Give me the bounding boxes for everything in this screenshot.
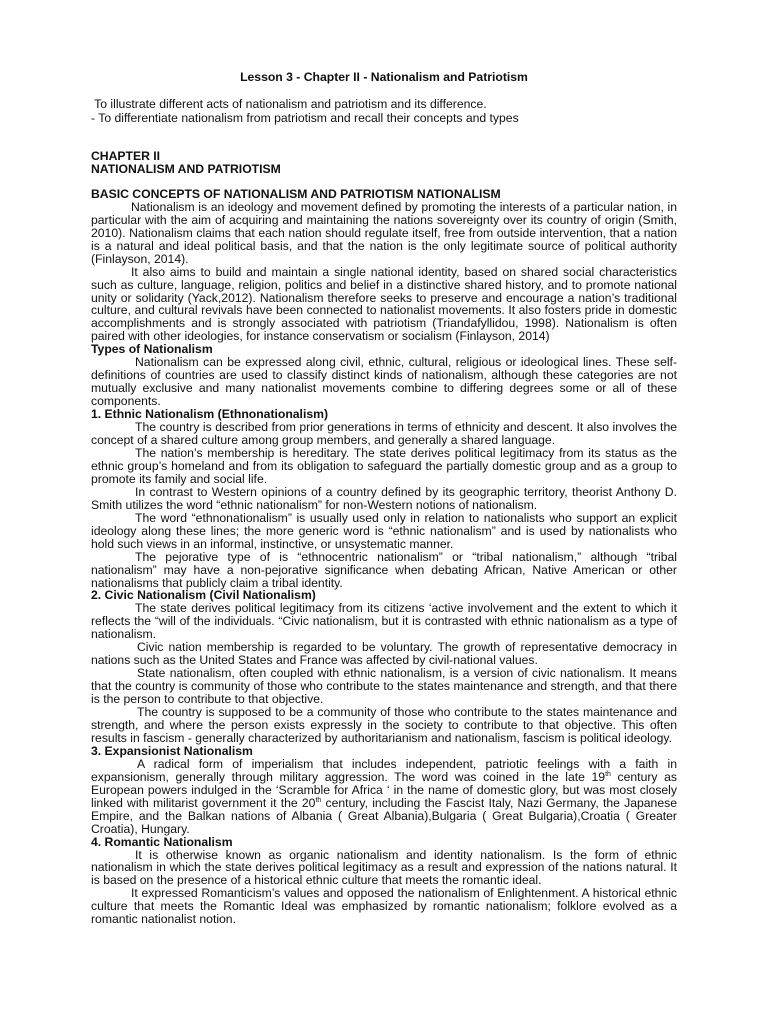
- paragraph: In contrast to Western opinions of a country defined by its geographic territory, theorist Anthony D. Smith utilizes the word “ethnic nationalism” for non-Western notions of nationalism.: [91, 484, 677, 512]
- ordinal-suffix: th: [605, 770, 611, 778]
- paragraph: It expressed Romanticism’s values and opposed the nationalism of Enlightenment. A historical ethnic culture that meets the Romantic Ideal was emphasized by romantic nationalism; folklore evolved as a romantic nationalist notion.: [91, 886, 677, 927]
- section-heading-basic-concepts: BASIC CONCEPTS OF NATIONALISM AND PATRIOTISM NATIONALISM: [91, 186, 501, 201]
- paragraph: Civic nation membership is regarded to be voluntary. The growth of representative democracy in nations such as the United States and France was affected by civil-national values.: [91, 640, 677, 668]
- objective-item: To illustrate different acts of nationalism and patriotism and its difference.: [91, 97, 487, 111]
- text-run: A radical form of imperialism that includes independent, patriotic feelings with a faith in expansionism, generally through military aggression. The word was coined in the late 19: [91, 756, 677, 784]
- page-title: Lesson 3 - Chapter II - Nationalism and Patriotism: [240, 70, 528, 84]
- paragraph: The word “ethnonationalism” is usually used only in relation to nationalists who support an explicit ideology along these lines; the more generic word is “ethnic nationalism” and is used by nationalists who hold such views in an informal, instinctive, or unsystematic manner.: [91, 510, 677, 551]
- paragraph: State nationalism, often coupled with ethnic nationalism, is a version of civic nationalism. It means that the country is community of those who contribute to the states maintenance and strength, and that there is the person to contribute to that objective.: [91, 666, 677, 707]
- text-run: century as European powers indulged in the ‘Scramble for Africa ‘ in the name of domestic glory, but was most closely linked with militarist government it the 20: [91, 769, 677, 810]
- section-heading-expansionist: 3. Expansionist Nationalism: [91, 743, 253, 758]
- paragraph: It also aims to build and maintain a single national identity, based on shared social characteristics such as culture, language, religion, politics and belief in a distinctive shared history, and to promote national unity or solidarity (Yack,2012). Nationalism therefore seeks to preserve and encourage a nation’s traditional culture, and cultural revivals have been connected to nationalist movements. It also fosters pride in domestic accomplishments and is strongly associated with patriotism (Triandafyllidou, 1998). Nationalism is often paired with other ideologies, for instance conservatism or socialism (Finlayson, 2014): [91, 264, 677, 344]
- section-heading-romantic: 4. Romantic Nationalism: [91, 834, 233, 849]
- objectives: [91, 98, 519, 126]
- ordinal-suffix: th: [315, 796, 322, 804]
- section-heading-civic: 2. Civic Nationalism (Civil Nationalism): [91, 588, 316, 603]
- paragraph: Nationalism can be expressed along civil, ethnic, cultural, religious or ideological lines. These self-definitions of countries are used to classify distinct kinds of nationalism, although these categories are not mutually exclusive and many nationalist movements combine to differing degrees some or all of these components.: [91, 355, 677, 409]
- paragraph: The country is described from prior generations in terms of ethnicity and descent. It also involves the concept of a shared culture among group members, and generally a shared language.: [91, 420, 677, 448]
- paragraph: [91, 758, 677, 836]
- paragraph: It is otherwise known as organic nationalism and identity nationalism. Is the form of ethnic nationalism in which the state derives political legitimacy as a result and expression of the nations natural. It is based on the presence of a historical ethnic culture that meets the romantic ideal.: [91, 847, 677, 888]
- chapter-label: CHAPTER II: [91, 149, 161, 163]
- paragraph: The nation’s membership is hereditary. The state derives political legitimacy from its status as the ethnic group’s homeland and from its obligation to safeguard the partially domestic group and as a group to promote its family and social life.: [91, 445, 677, 486]
- section-heading-types: Types of Nationalism: [91, 342, 213, 357]
- paragraph: The country is supposed to be a community of those who contribute to the states maintenance and strength, and where the person exists expressly in the society to contribute to that objective. This often results in fascism - generally characterized by authoritarianism and nationalism, fascism is political ideology.: [91, 705, 677, 745]
- objective-item: - To differentiate nationalism from patriotism and recall their concepts and types: [91, 110, 519, 125]
- paragraph: Nationalism is an ideology and movement defined by promoting the interests of a particular nation, in particular with the aim of acquiring and maintaining the nations sovereignty over its country of origin (Smith, 2010). Nationalism claims that each nation should regulate itself, free from outside intervention, that a nation is a natural and ideal political basis, and that the nation is the only legitimate source of political authority (Finlayson, 2014).: [91, 199, 677, 266]
- text-run: century, including the Fascist Italy, Nazi Germany, the Japanese Empire, and the Balkan nations of Albania ( Great Albania),Bulgaria ( Great Bulgaria),Croatia ( Greater Croatia), Hungary.: [91, 795, 677, 836]
- chapter-name: NATIONALISM AND PATRIOTISM: [91, 161, 281, 176]
- paragraph: The state derives political legitimacy from its citizens ‘active involvement and the extent to which it reflects the “will of the individuals. “Civic nationalism, but it is contrasted with ethnic nationalism as a type of nationalism.: [91, 601, 677, 642]
- paragraph: The pejorative type of is “ethnocentric nationalism” or “tribal nationalism,” although “tribal nationalism” may have a non-pejorative significance when debating African, Native American or other nationalisms that publicly claim a tribal identity.: [91, 549, 677, 590]
- document-body: [91, 150, 677, 926]
- section-heading-ethnic: 1. Ethnic Nationalism (Ethnonationalism): [91, 407, 329, 422]
